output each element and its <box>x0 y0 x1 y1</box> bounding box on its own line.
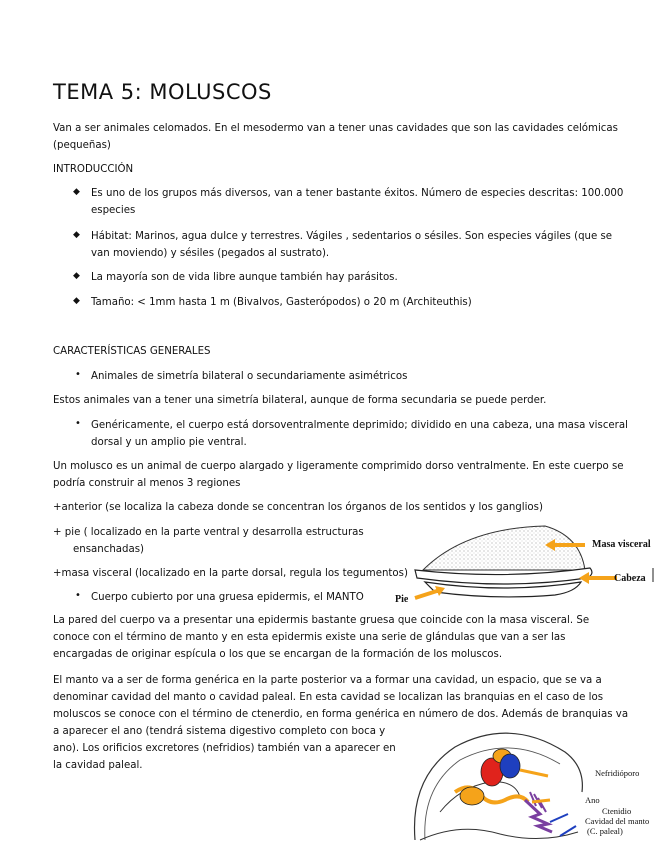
text-line: La pared del cuerpo va a presentar una epidermis bastante gruesa que coincide con la masa visceral. Se <box>53 615 590 626</box>
label-ano: Ano <box>585 795 600 805</box>
text-line: Hábitat: Marinos, agua dulce y terrestres. Vágiles , sedentarios o sésiles. Son especies vágiles (que se <box>91 231 613 242</box>
bullet-icon: ◆ <box>73 187 80 197</box>
text-line: Genéricamente, el cuerpo está dorsoventralmente deprimido; dividido en una cabeza, una masa visceral <box>91 420 628 431</box>
text-line: moluscos se conoce con el término de ctenerdio, en forma genérica en número de dos. Además de branquias va <box>53 709 629 720</box>
list-item <box>91 228 612 262</box>
label-ctenidio: Ctenidio <box>602 806 632 816</box>
list-item <box>91 417 628 451</box>
mantle-cavity-figure <box>400 722 600 848</box>
text-line: Un molusco es un animal de cuerpo alargado y ligeramente comprimido dorso ventralmente. En este cuerpo se <box>53 461 624 472</box>
text-line: dorsal y un amplio pie ventral. <box>91 437 247 448</box>
text-line: podría construir al menos 3 regiones <box>53 478 241 489</box>
label-cavidad-paleal: (C. paleal) <box>587 826 623 836</box>
arrow-ano <box>532 800 550 802</box>
digestive-gland-shape <box>460 787 484 805</box>
foot-outline <box>420 829 578 840</box>
intro-paragraph <box>53 120 618 154</box>
text-line: Estos animales van a tener una simetría bilateral, aunque de forma secundaria se puede perder. <box>53 395 547 406</box>
text-line: la cavidad paleal. <box>53 760 143 771</box>
text-line: Es uno de los grupos más diversos, van a tener bastante éxitos. Número de especies descritas: 100.000 <box>91 188 624 199</box>
list-item: Tamaño: < 1mm hasta 1 m (Bivalvos, Gasterópodos) o 20 m (Architeuthis) <box>91 297 472 308</box>
bullet-icon: • <box>75 590 81 601</box>
bullet-icon: ◆ <box>73 296 80 306</box>
arrow-nefridioporo <box>520 770 548 776</box>
label-cavidad-manto: Cavidad del manto <box>585 816 650 826</box>
text-line: El manto va a ser de forma genérica en la parte posterior va a formar una cavidad, un espacio, que se va a <box>53 675 602 686</box>
label-nefridioporo: Nefridióporo <box>595 768 640 778</box>
text-line: (pequeñas) <box>53 140 111 151</box>
text-line: van moviendo) y sésiles (pegados al sustrato). <box>91 248 330 259</box>
list-item: La mayoría son de vida libre aunque también hay parásitos. <box>91 272 398 283</box>
section-heading-general: CARACTERÍSTICAS GENERALES <box>53 346 211 357</box>
bullet-icon: ◆ <box>73 230 80 240</box>
section-heading-intro: INTRODUCCIÓN <box>53 164 134 175</box>
text-line: Van a ser animales celomados. En el mesodermo van a tener unas cavidades que son las cavidades celómicas <box>53 123 618 134</box>
region-masa: +masa visceral (localizado en la parte dorsal, regula los tegumentos) <box>53 568 408 579</box>
text-line: encargadas de originar espícula o los que se encargan de la formación de los moluscos. <box>53 649 503 660</box>
page-title: TEMA 5: MOLUSCOS <box>53 80 272 104</box>
region-anterior: +anterior (se localiza la cabeza donde se concentran los órganos de los sentidos y los ganglios) <box>53 502 543 513</box>
text-line: ano). Los orificios excretores (nefridios) también van a aparecer en <box>53 743 396 754</box>
label-pie: Pie <box>395 594 409 605</box>
text-line: conoce con el término de manto y en esta epidermis existe una serie de glándulas que van a ser las <box>53 632 566 643</box>
arrow-ctenidio <box>550 814 568 822</box>
text-line: especies <box>91 205 136 216</box>
text-line: + pie ( localizado en la parte ventral y desarrolla estructuras <box>53 527 364 538</box>
region-pie <box>53 524 393 558</box>
list-item: Cuerpo cubierto por una gruesa epidermis, el MANTO <box>91 592 364 603</box>
arrow-pie <box>415 590 440 598</box>
manto-paragraph <box>53 612 589 663</box>
list-item <box>91 185 623 219</box>
label-masa-visceral: Masa visceral <box>592 539 651 550</box>
bullet-icon: • <box>75 369 81 380</box>
bullet-icon: ◆ <box>73 271 80 281</box>
mollusc-body-figure <box>395 518 655 610</box>
ctenidium-shape <box>525 800 552 832</box>
bullet-icon: • <box>75 418 81 429</box>
kidney-shape <box>500 754 520 778</box>
text-line: a aparecer el ano (tendrá sistema digestivo completo con boca y <box>53 726 386 737</box>
text-line: denominar cavidad del manto o cavidad paleal. En esta cavidad se localizan las branquias en el caso de los <box>53 692 604 703</box>
label-cabeza: Cabeza <box>614 573 646 584</box>
body-paragraph <box>53 458 624 492</box>
list-item: Animales de simetría bilateral o secundariamente asimétricos <box>91 371 408 382</box>
visceral-mass-shape <box>423 526 585 570</box>
text-line: ensanchadas) <box>73 544 145 555</box>
